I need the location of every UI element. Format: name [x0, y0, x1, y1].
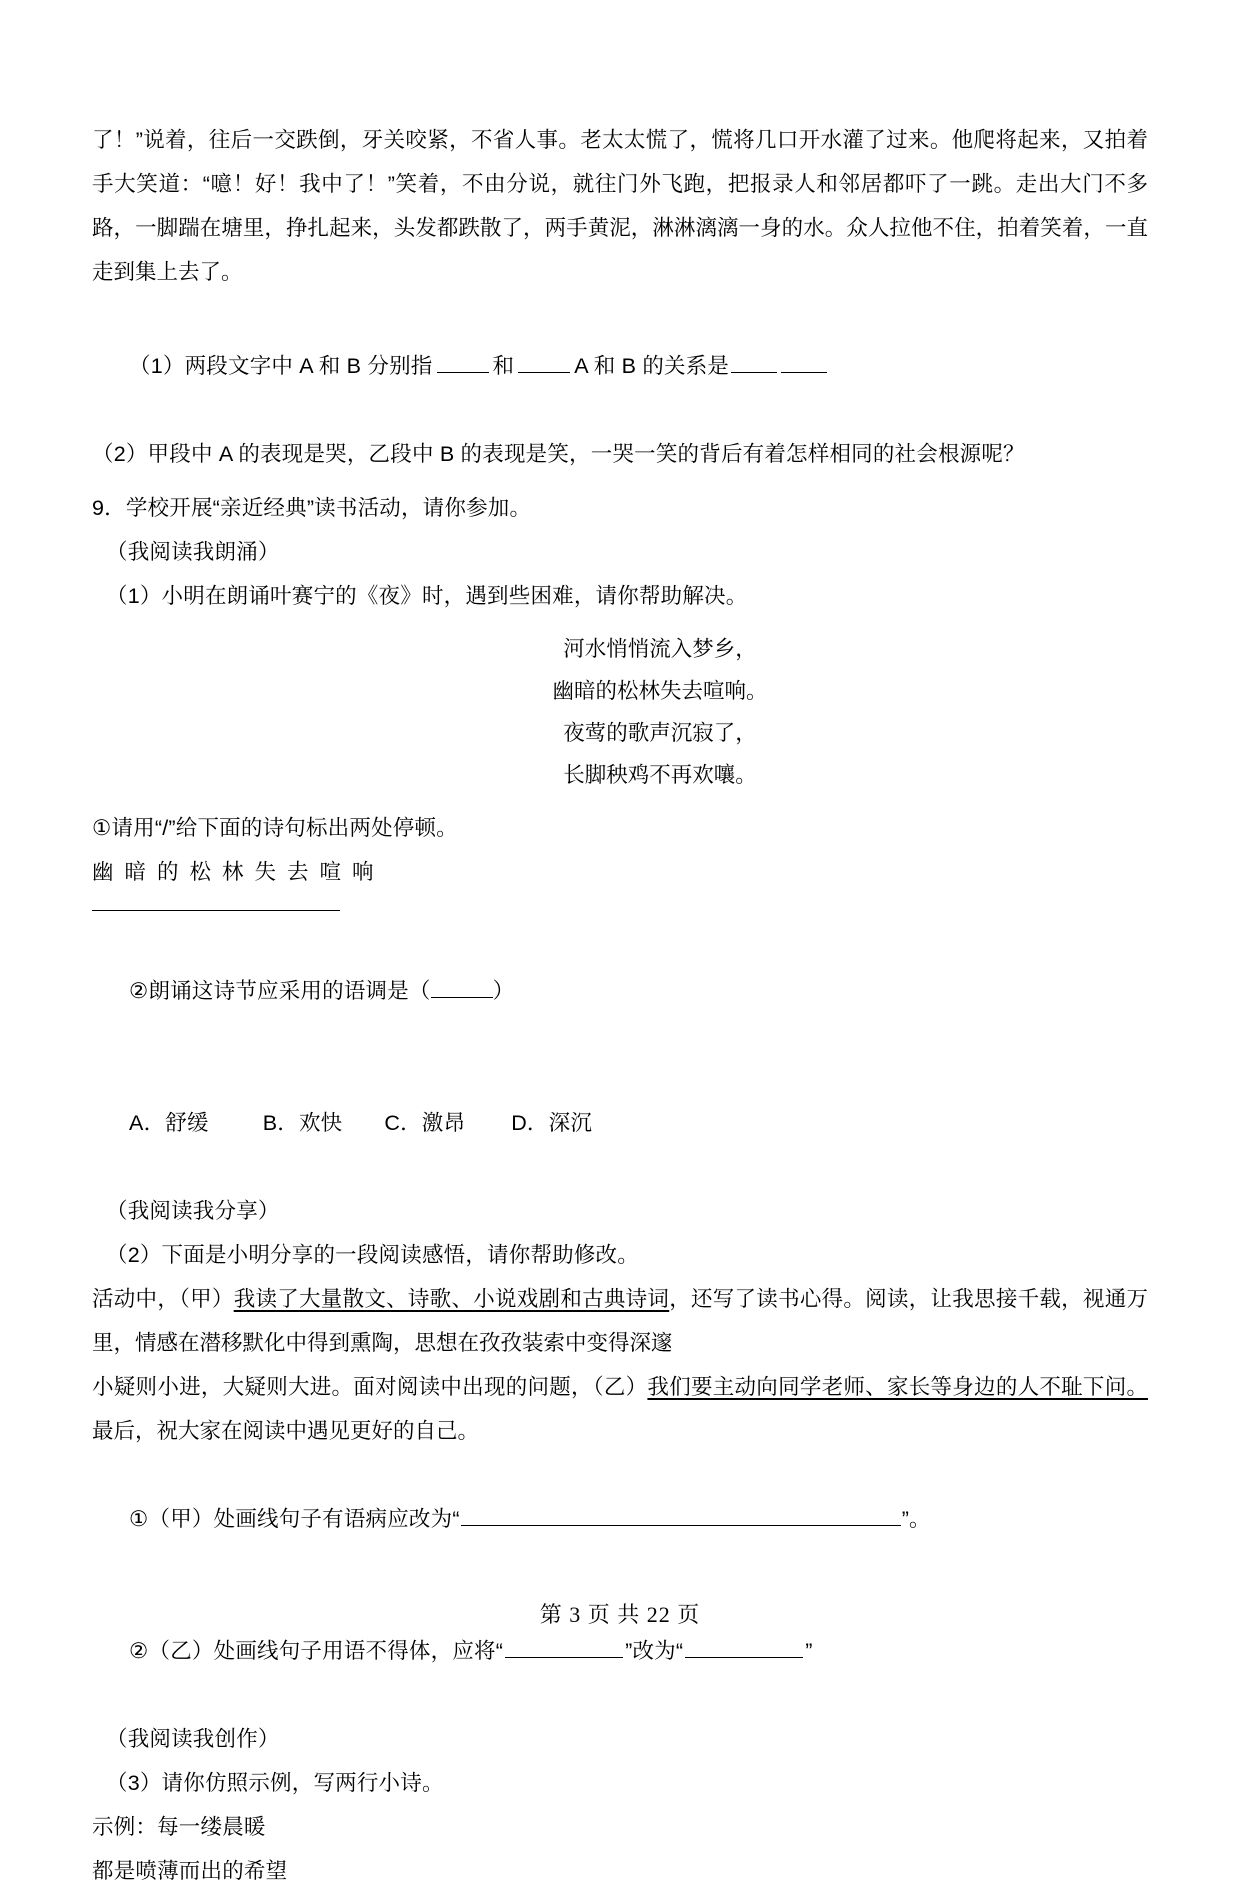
q9-item-2: （2）下面是小明分享的一段阅读感悟，请你帮助修改。 — [106, 1243, 639, 1267]
option-c[interactable]: C．激昂 — [384, 1111, 466, 1135]
q9-sub-2 — [92, 925, 1148, 1057]
narrative-paragraph: 了！”说着，往后一交跌倒，牙关咬紧，不省人事。老太太慌了，慌将几口开水灌了过来。他爬将起来，又拍着手大笑道：“噫！好！我中了！”笑着，不由分说，就往门外飞跑，把报录人和邻居都吓了一跳。走出大门不多路，一脚踹在塘里，挣扎起来，头发都跌散了，两手黄泥，淋淋漓漓一身的水。众人拉他不住，拍着笑着，一直走到集上去了。 — [92, 128, 1148, 284]
q9-fix2-prefix: ②（乙）处画线句子用语不得体，应将“ — [129, 1639, 504, 1663]
q9-fix-1 — [92, 1453, 1148, 1585]
example-line-2: 都是喷薄而出的希望 — [92, 1859, 288, 1883]
q8-item1-mid: 和 — [492, 354, 515, 378]
example-line-1: 示例：每一缕晨暖 — [92, 1815, 266, 1839]
answer-rule[interactable] — [92, 910, 340, 911]
q9-stem: 9．学校开展“亲近经典”读书活动，请你参加。 — [92, 496, 532, 520]
option-d[interactable]: D．深沉 — [511, 1111, 593, 1135]
q9-item-1: （1）小明在朗诵叶赛宁的《夜》时，遇到些困难，请你帮助解决。 — [106, 584, 748, 608]
poem-line: 幽暗的松林失去喧响。 — [552, 679, 768, 703]
q9-section-3-label: （我阅读我创作） — [106, 1727, 280, 1751]
q9-sub-1-sentence: 幽暗的松林失去喧响 — [92, 860, 385, 884]
passage-a-underlined: 我读了大量散文、诗歌、小说戏剧和古典诗词 — [233, 1287, 670, 1311]
q9-section-2-label: （我阅读我分享） — [106, 1199, 280, 1223]
answer-blank[interactable] — [461, 1508, 901, 1526]
q9-sub2-text: ②朗诵这诗节应采用的语调是（ — [129, 979, 431, 1003]
page-footer: 第 3 页 共 22 页 — [539, 1602, 701, 1627]
q9-options — [92, 1057, 1148, 1189]
passage-b — [92, 1365, 1148, 1453]
passage-b-suffix: 最后，祝大家在阅读中遇见更好的自己。 — [92, 1419, 480, 1443]
passage-a-prefix: 活动中，（甲） — [92, 1287, 234, 1311]
q9-fix1-prefix: ①（甲）处画线句子有语病应改为“ — [129, 1507, 460, 1531]
q9-item-3: （3）请你仿照示例，写两行小诗。 — [106, 1771, 444, 1795]
q8-item1-prefix: （1）两段文字中 A 和 B 分别指 — [129, 354, 433, 378]
q9-section-1-label: （我阅读我朗涌） — [106, 540, 280, 564]
q9-sub2-tail: ） — [492, 979, 515, 1003]
answer-blank[interactable] — [731, 355, 777, 373]
q8-item1-suffix: A 和 B 的关系是 — [574, 354, 730, 378]
q9-fix2-mid: ”改为“ — [625, 1639, 684, 1663]
passage-a — [92, 1277, 1148, 1365]
answer-blank[interactable] — [685, 1640, 803, 1658]
option-a[interactable]: A．舒缓 — [129, 1111, 209, 1135]
q9-fix1-suffix: ”。 — [901, 1507, 931, 1531]
passage-a-suffix: ，还写了读书心得。阅读，让我思接千载，视通万里，情感在潜移默化中得到熏陶，思想在孜孜装索中变得深邃 — [92, 1287, 1148, 1355]
answer-blank[interactable] — [505, 1640, 623, 1658]
answer-blank[interactable] — [518, 355, 570, 373]
poem-line: 夜莺的歌声沉寂了， — [563, 721, 757, 745]
option-b[interactable]: B．欢快 — [262, 1111, 343, 1135]
answer-blank[interactable] — [781, 355, 827, 373]
passage-b-underlined: 我们要主动向同学老师、家长等身边的人不耻下问。 — [647, 1375, 1148, 1399]
q8-item-2: （2）甲段中 A 的表现是哭，乙段中 B 的表现是笑，一哭一笑的背后有着怎样相同的社会根源呢？ — [92, 442, 1025, 466]
q8-item-1 — [92, 300, 1148, 432]
q9-fix2-suffix: ” — [805, 1639, 813, 1663]
answer-blank[interactable] — [437, 355, 489, 373]
poem-line: 河水悄悄流入梦乡， — [563, 637, 757, 661]
passage-b-prefix: 小疑则小进，大疑则大进。面对阅读中出现的问题，（乙） — [92, 1375, 648, 1399]
q9-sub-1: ①请用“/”给下面的诗句标出两处停顿。 — [92, 816, 458, 840]
answer-blank[interactable] — [431, 982, 493, 998]
poem-line: 长脚秧鸡不再欢嚷。 — [563, 763, 757, 787]
